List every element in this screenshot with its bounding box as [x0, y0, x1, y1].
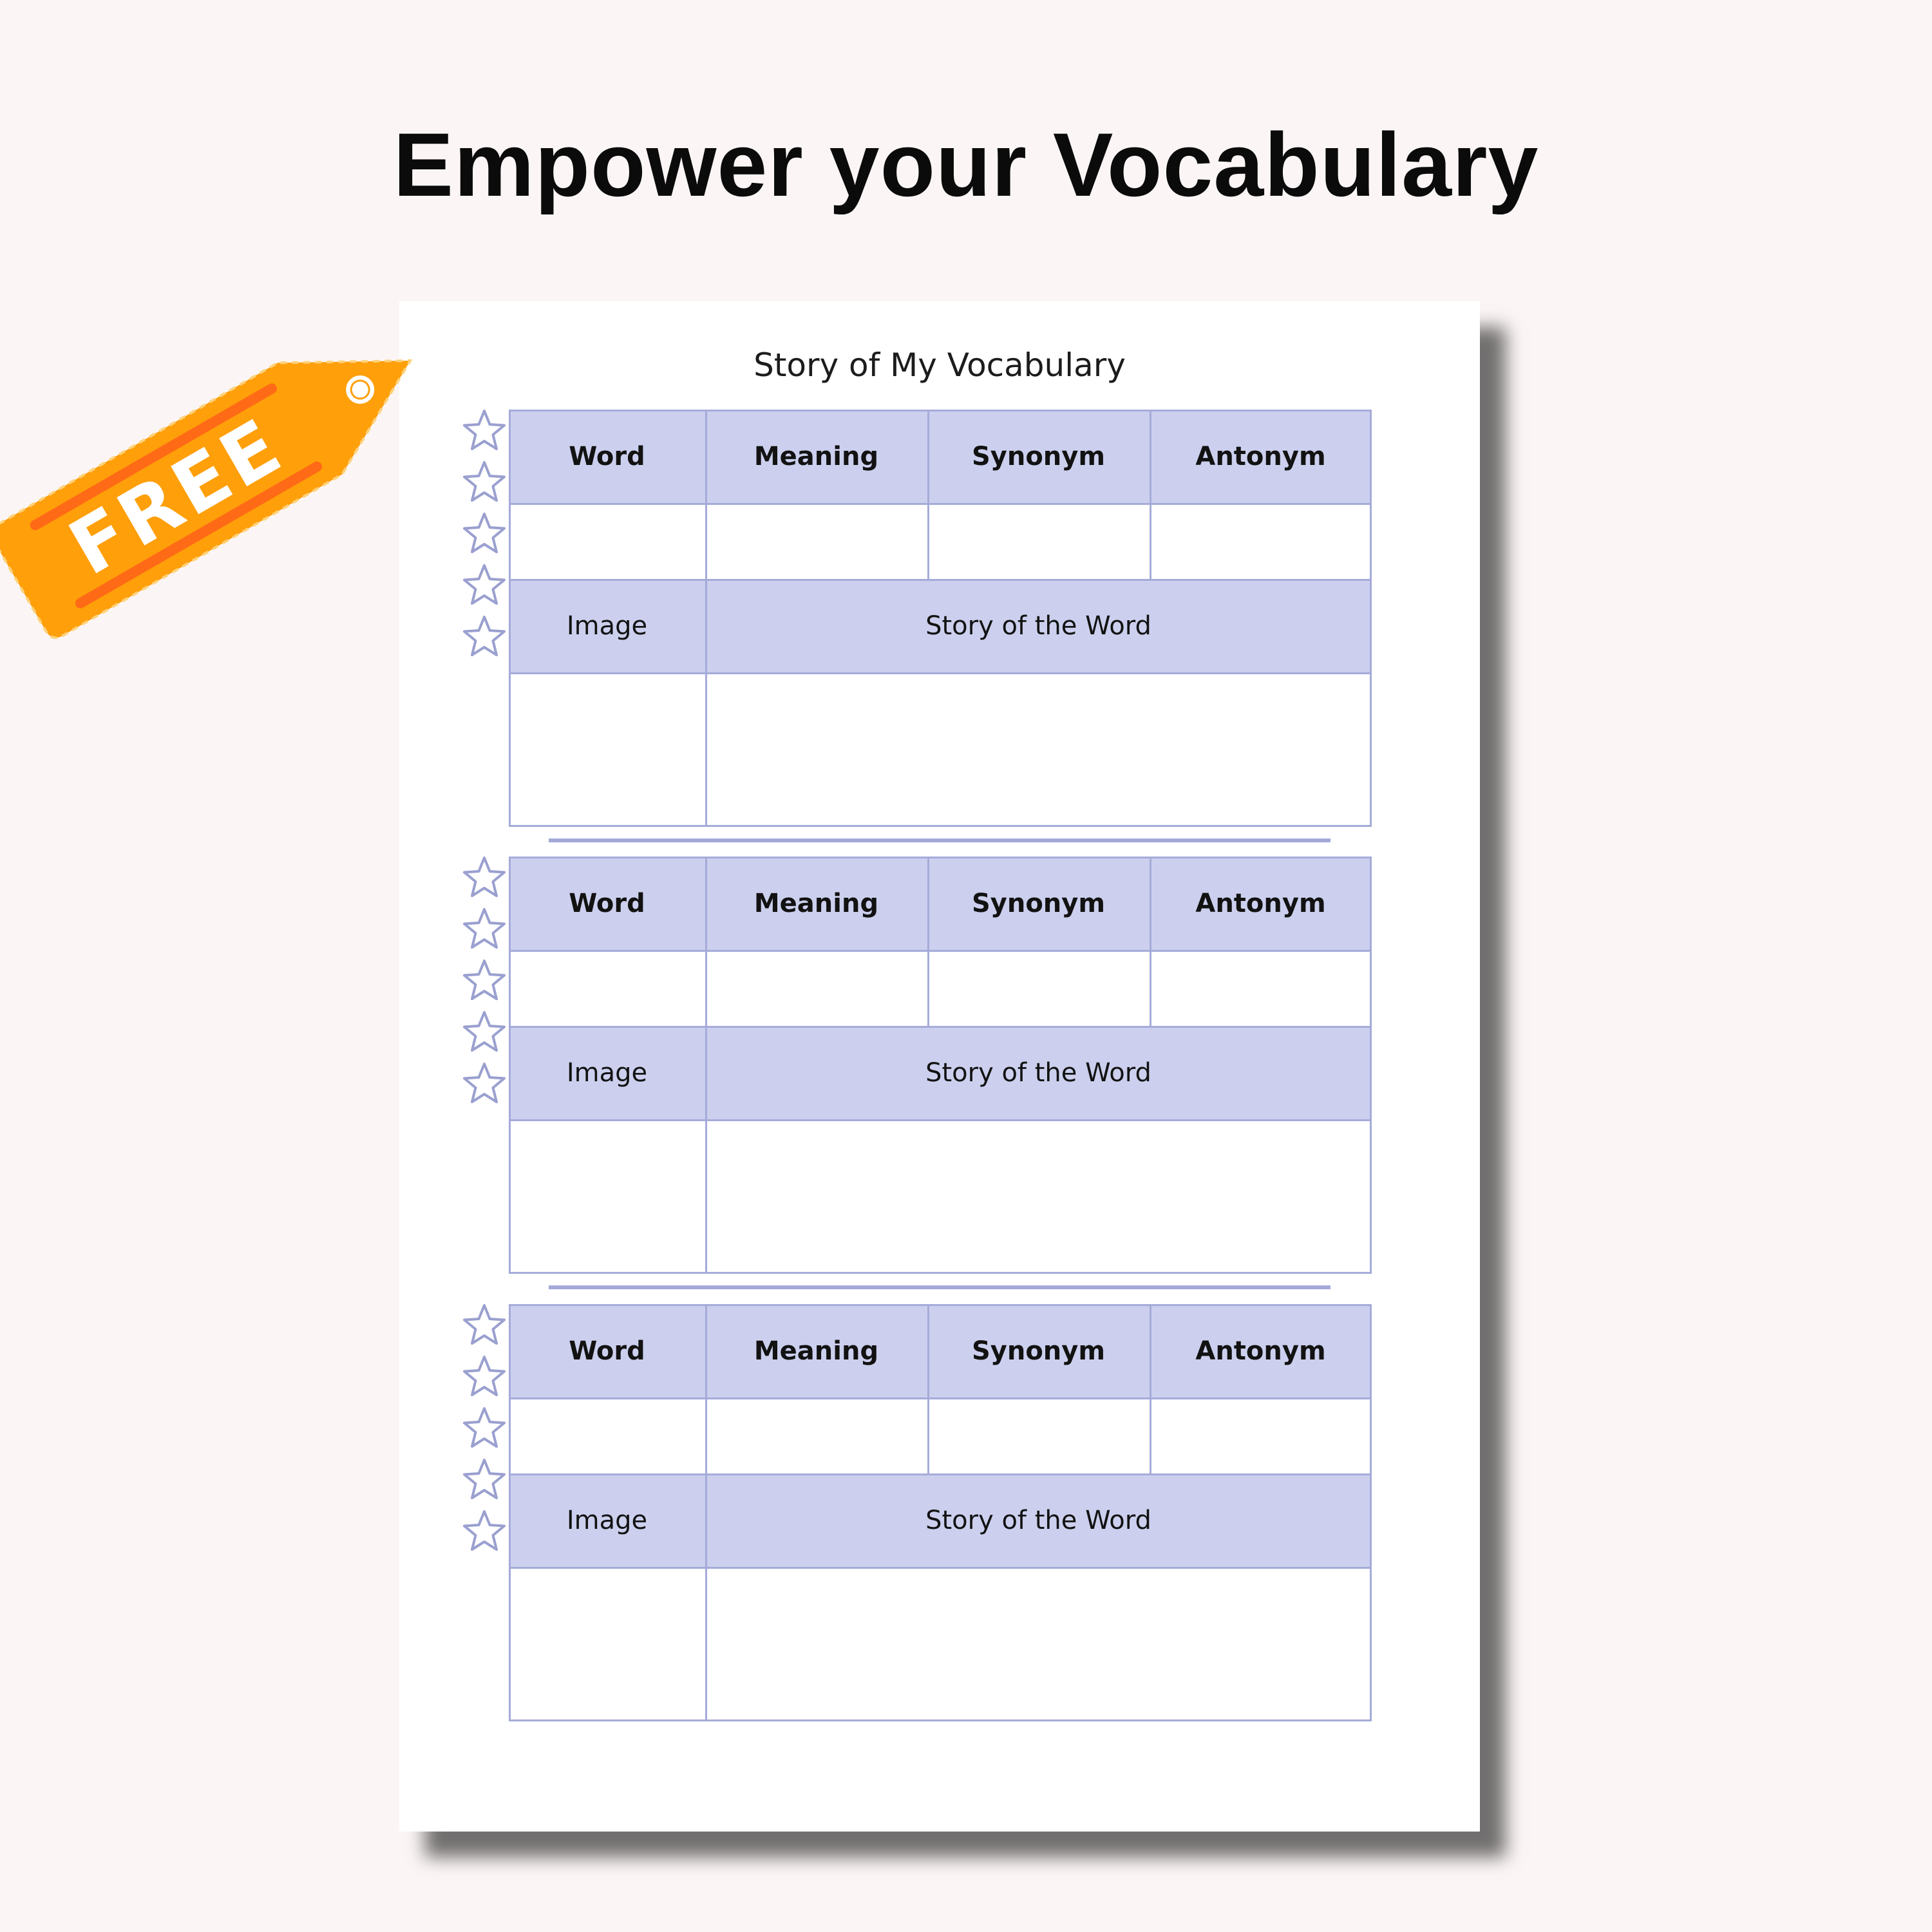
table-rule: [509, 1567, 1372, 1569]
table-rule: [1370, 857, 1372, 1274]
column-header-meaning: Meaning: [753, 888, 879, 918]
table-rule: [509, 1397, 1372, 1399]
table-rule: [1370, 410, 1372, 827]
synonym-entry-field[interactable]: [929, 952, 1148, 1024]
story-writing-area[interactable]: [707, 674, 1370, 825]
word-entry-field[interactable]: [511, 1399, 703, 1472]
table-rule: [509, 1026, 1372, 1028]
meaning-entry-field[interactable]: [707, 1399, 925, 1472]
table-rule: [509, 857, 511, 1274]
worksheet-title: Story of My Vocabulary: [753, 346, 1126, 384]
word-entry-field[interactable]: [511, 505, 703, 577]
word-entry-field[interactable]: [511, 952, 703, 1024]
column-header-word: Word: [569, 888, 645, 918]
antonym-entry-field[interactable]: [1151, 952, 1370, 1024]
star-icon[interactable]: [460, 854, 509, 903]
antonym-entry-field[interactable]: [1151, 1399, 1370, 1472]
image-drawing-area[interactable]: [511, 674, 703, 825]
story-label: Story of the Word: [925, 1057, 1151, 1088]
star-icon[interactable]: [460, 1060, 509, 1109]
vocab-card: [509, 857, 1372, 1274]
star-icon[interactable]: [460, 1508, 509, 1557]
section-divider: [549, 838, 1331, 842]
page-headline: Empower your Vocabulary: [393, 114, 1539, 215]
column-header-meaning: Meaning: [753, 441, 879, 471]
synonym-entry-field[interactable]: [929, 1399, 1148, 1472]
table-rule: [1370, 1304, 1372, 1721]
antonym-entry-field[interactable]: [1151, 505, 1370, 577]
star-icon[interactable]: [460, 957, 509, 1006]
story-writing-area[interactable]: [707, 1569, 1370, 1719]
vocab-table: [509, 410, 1372, 827]
column-header-synonym: Synonym: [971, 888, 1106, 918]
table-rule: [509, 410, 511, 827]
story-label: Story of the Word: [925, 611, 1151, 641]
story-writing-area[interactable]: [707, 1121, 1370, 1272]
image-label: Image: [566, 1057, 648, 1088]
free-label: FREE: [54, 400, 298, 592]
section-divider: [549, 1285, 1331, 1289]
column-header-meaning: Meaning: [753, 1336, 879, 1366]
meaning-entry-field[interactable]: [707, 952, 925, 1024]
vocab-table: [509, 1304, 1372, 1721]
table-rule: [1150, 857, 1151, 1026]
table-rule: [509, 1719, 1372, 1721]
column-header-antonym: Antonym: [1195, 888, 1326, 918]
table-rule: [705, 410, 707, 827]
star-icon[interactable]: [460, 1302, 509, 1350]
meaning-entry-field[interactable]: [707, 505, 925, 577]
table-rule: [1150, 1304, 1151, 1473]
table-rule: [509, 1304, 1372, 1306]
vocab-table: [509, 857, 1372, 1274]
star-icon[interactable]: [460, 1353, 509, 1402]
star-icon[interactable]: [460, 1009, 509, 1057]
table-rule: [705, 1304, 707, 1721]
table-rule: [509, 410, 1372, 412]
table-rule: [509, 950, 1372, 952]
table-rule: [509, 579, 1372, 581]
column-header-word: Word: [569, 1336, 645, 1366]
image-drawing-area[interactable]: [511, 1569, 703, 1719]
image-label: Image: [566, 611, 648, 641]
free-price-tag: [0, 270, 477, 657]
star-icon[interactable]: [460, 905, 509, 954]
image-label: Image: [566, 1505, 648, 1535]
table-rule: [509, 1304, 511, 1721]
star-icon[interactable]: [460, 1456, 509, 1505]
table-rule: [927, 857, 929, 1026]
column-header-synonym: Synonym: [971, 441, 1106, 471]
story-label: Story of the Word: [925, 1505, 1151, 1535]
vocab-card: [509, 410, 1372, 827]
synonym-entry-field[interactable]: [929, 505, 1148, 577]
table-rule: [927, 410, 929, 579]
table-rule: [509, 1119, 1372, 1121]
column-header-word: Word: [569, 441, 645, 471]
table-rule: [1150, 410, 1151, 579]
table-rule: [509, 825, 1372, 827]
table-rule: [705, 857, 707, 1274]
column-header-antonym: Antonym: [1195, 1336, 1326, 1366]
table-rule: [509, 857, 1372, 858]
image-drawing-area[interactable]: [511, 1121, 703, 1272]
column-header-synonym: Synonym: [971, 1336, 1106, 1366]
table-rule: [509, 1272, 1372, 1274]
table-rule: [509, 1473, 1372, 1475]
star-icon[interactable]: [460, 1405, 509, 1454]
vocab-card: [509, 1304, 1372, 1721]
column-header-antonym: Antonym: [1195, 441, 1326, 471]
worksheet-page: [399, 301, 1480, 1832]
table-rule: [509, 672, 1372, 674]
table-rule: [927, 1304, 929, 1473]
table-rule: [509, 503, 1372, 505]
